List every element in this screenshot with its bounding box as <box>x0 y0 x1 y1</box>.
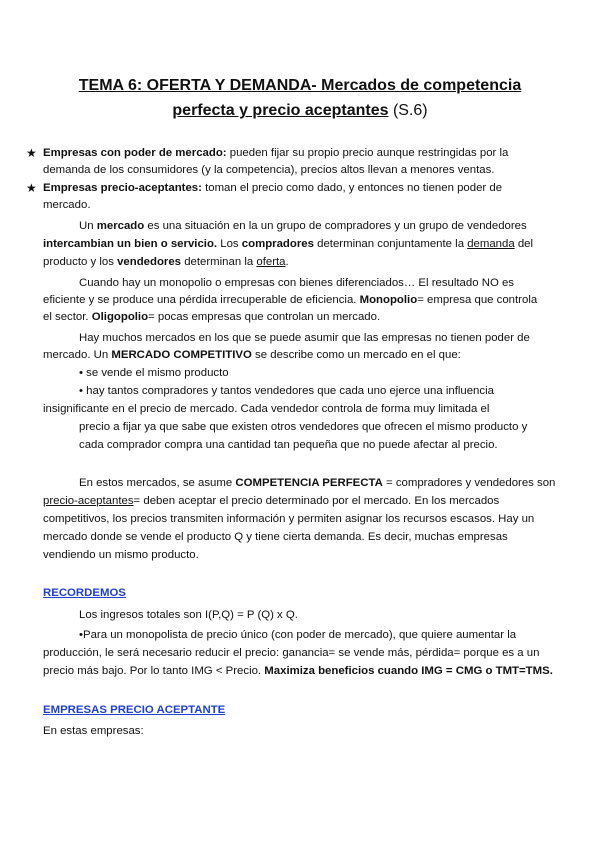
title-line-2: perfecta y precio aceptantes <box>172 102 389 119</box>
p4-line-3: competitivos, los precios transmiten información y permiten asignar los recursos escasos. Hay un <box>43 513 535 525</box>
bullet-precio-aceptantes: Empresas precio-aceptantes: toman el precio como dado, y entonces no tienen poder de <box>43 182 503 194</box>
p4-line-4: mercado donde se vende el producto Q y tiene cierta demanda. Es decir, muchas empresas <box>43 531 508 543</box>
p3-line-6: precio a fijar ya que sabe que existen otros vendedores que ofrecen el mismo producto y <box>79 421 528 433</box>
recordemos-line-1: Los ingresos totales son I(P,Q) = P (Q) x Q. <box>79 609 298 621</box>
p2-line-2: eficiente y se produce una pérdida irrecuperable de eficiencia. Monopolio= empresa que controla <box>43 294 538 306</box>
recordemos-heading: RECORDEMOS <box>43 587 126 599</box>
p1-line-2: intercambian un bien o servicio. Los compradores determinan conjuntamente la demanda del <box>43 238 534 250</box>
bullet-poder-mercado: Empresas con poder de mercado: pueden fijar su propio precio aunque restringidas por la <box>43 147 509 159</box>
recordemos-line-4: precio más bajo. Por lo tanto IMG < Precio. Maximiza beneficios cuando IMG = CMG o TMT=TMS. <box>43 665 553 677</box>
recordemos-line-3: producción, le será necesario reducir el precio: ganancia= se vende más, pérdida= porque es a un <box>43 647 540 659</box>
precio-aceptante-heading: EMPRESAS PRECIO ACEPTANTE <box>43 704 226 716</box>
star-icon: ★ <box>26 146 37 160</box>
p3-line-7: cada comprador compra una cantidad tan pequeña que no puede afectar al precio. <box>79 439 498 451</box>
star-icon: ★ <box>26 181 37 195</box>
p4-line-5: vendiendo un mismo producto. <box>43 549 199 561</box>
p3-bullet-1: • se vende el mismo producto <box>79 367 229 379</box>
title-line-1: TEMA 6: OFERTA Y DEMANDA- Mercados de competencia <box>78 77 522 94</box>
p4-line-2: precio-aceptantes= deben aceptar el precio determinado por el mercado. En los mercados <box>43 495 500 507</box>
bullet-poder-mercado-cont: demanda de los consumidores (y la competencia), precios altos llevan a menores ventas. <box>43 164 495 176</box>
recordemos-line-2: •Para un monopolista de precio único (con poder de mercado), que quiere aumentar la <box>79 629 517 641</box>
p4-line-1: En estos mercados, se asume COMPETENCIA PERFECTA = compradores y vendedores son <box>79 477 556 489</box>
p1-line-1: Un mercado es una situación en la un grupo de compradores y un grupo de vendedores <box>79 220 527 232</box>
title-suffix: (S.6) <box>392 102 428 119</box>
p3-line-1: Hay muchos mercados en los que se puede asumir que las empresas no tienen poder de <box>79 332 530 344</box>
p3-line-5: insignificante en el precio de mercado. Cada vendedor controla de forma muy limitada el <box>43 403 490 415</box>
precio-aceptante-line-1: En estas empresas: <box>43 725 144 737</box>
p2-line-3: el sector. Oligopolio= pocas empresas que controlan un mercado. <box>43 311 381 323</box>
p1-line-3: producto y los vendedores determinan la oferta. <box>43 256 289 268</box>
p3-bullet-2: • hay tantos compradores y tantos vendedores que cada uno ejerce una influencia <box>79 385 494 397</box>
page-title <box>40 73 560 123</box>
p3-line-2: mercado. Un MERCADO COMPETITIVO se describe como un mercado en el que: <box>43 349 461 361</box>
bullet-precio-aceptantes-cont: mercado. <box>43 199 91 211</box>
p2-line-1: Cuando hay un monopolio o empresas con bienes diferenciados… El resultado NO es <box>79 277 514 289</box>
